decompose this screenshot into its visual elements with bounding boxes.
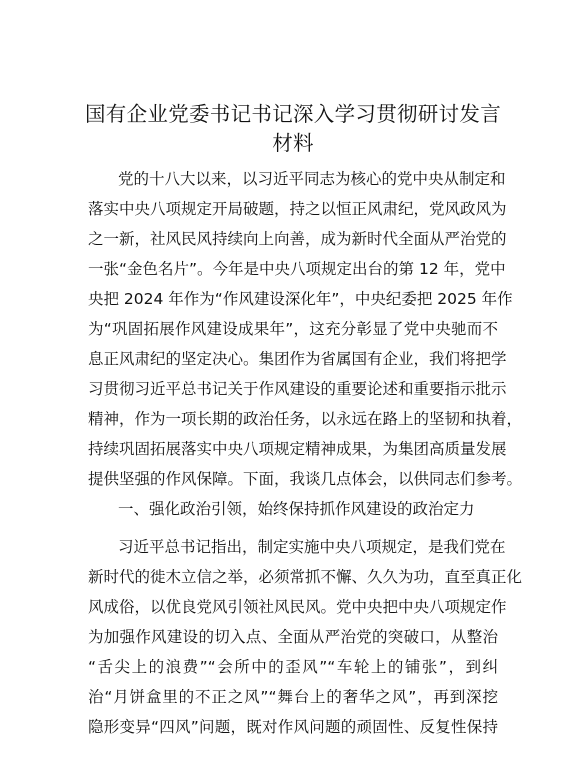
paragraph-line: 一张“金色名片”。今年是中央八项规定出台的第 12 年，党中 xyxy=(88,260,506,278)
paragraph-line: 习近平总书记指出，制定实施中央八项规定，是我们党在 xyxy=(118,538,506,556)
paragraph-line: 之一新，社风民风持续向上向善，成为新时代全面从严治党的 xyxy=(88,230,507,248)
title-line-2: 材料 xyxy=(272,131,314,155)
paragraph-line: 央把 2024 年作为“作风建设深化年”，中央纪委把 2025 年作 xyxy=(88,290,513,308)
paragraph-line: 风成俗，以优良党风引领社风民风。党中央把中央八项规定作 xyxy=(88,598,507,616)
paragraph-line: 党的十八大以来，以习近平同志为核心的党中央从制定和 xyxy=(118,170,506,188)
paragraph-line: 新时代的徙木立信之举，必须常抓不懈、久久为功，直至真正化 xyxy=(88,568,523,586)
paragraph-line: “舌尖上的浪费”“会所中的歪风”“车轮上的铺张”，到纠 xyxy=(88,658,498,676)
paragraph-line: 为“巩固拓展作风建设成果年”，这充分彰显了党中央驰而不 xyxy=(88,320,498,338)
paragraph-line: 隐形变异“四风”问题，既对作风问题的顽固性、反复性保持 xyxy=(88,718,498,736)
paragraph-line: 息正风肃纪的坚定决心。集团作为省属国有企业，我们将把学 xyxy=(88,350,507,368)
paragraph-line: 持续巩固拓展落实中央八项规定精神成果，为集团高质量发展 xyxy=(88,440,507,458)
document-title xyxy=(80,100,506,158)
paragraph-line: 为加强作风建设的切入点、全面从严治党的突破口，从整治 xyxy=(88,628,498,646)
paragraph-line: 提供坚强的作风保障。下面，我谈几点体会，以供同志们参考。 xyxy=(88,470,523,488)
section-heading: 一、强化政治引领，始终保持抓作风建设的政治定力 xyxy=(118,500,475,518)
title-line-1: 国有企业党委书记书记深入学习贯彻研讨发言 xyxy=(85,102,501,126)
paragraph-line: 落实中央八项规定开局破题，持之以恒正风肃纪，党风政风为 xyxy=(88,200,507,218)
paragraph-line: 精神，作为一项长期的政治任务，以永远在路上的坚韧和执着， xyxy=(88,410,523,428)
paragraph-line: 习贯彻习近平总书记关于作风建设的重要论述和重要指示批示 xyxy=(88,380,507,398)
paragraph-line: 治“月饼盒里的不正之风”“舞台上的奢华之风”，再到深挖 xyxy=(88,688,498,706)
